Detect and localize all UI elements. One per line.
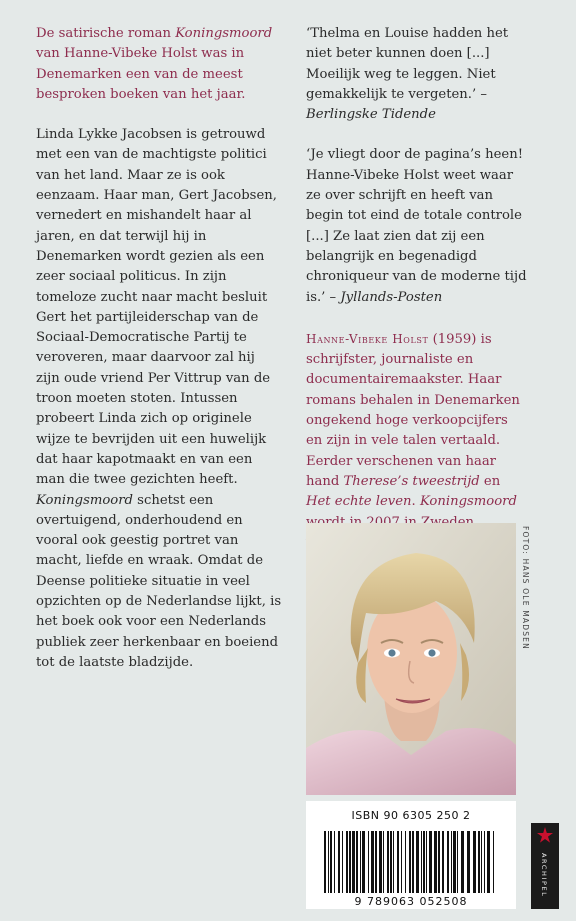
text-run: Linda Lykke Jacobsen is getrouwd met een van de machtigste politici van het land. Maar ze is ook eenzaam. Haar man, Gert Jacobsen, vernedert en mishandelt haar al jaren, en dat terwijl hij in Denemarken wordt gezien als een zeer sociaal politicus. In zijn tomeloze zucht naar macht besluit Gert het partijleiderschap van de Sociaal-Democratische Partij te veroveren, maar daarvoor zal hij zijn oude vriend Per Vittrup van de troon moeten stoten. Intussen probeert Linda zich op originele wijze te bevrijden uit een huwelijk dat haar kapotmaakt en van een man die twee gezichten heeft. bbox=[36, 127, 277, 488]
barcode-bar bbox=[324, 831, 326, 893]
isbn-label: ISBN 90 6305 250 2 bbox=[351, 809, 471, 822]
text-run: De satirische roman bbox=[36, 26, 176, 41]
text-run: ‘Je vliegt door de pagina’s heen! Hanne-Vibeke Holst weet waar ze over schrijft en heeft van begin tot eind de totale controle [...] Ze laat zien dat zij een belangrijk en begenadigd chroniqueur van de moderne tijd is.’ – bbox=[306, 147, 527, 305]
barcode-bar bbox=[383, 831, 384, 893]
barcode-bar bbox=[362, 831, 365, 893]
italic-title: Berlingske Tidende bbox=[306, 107, 436, 123]
barcode-bar bbox=[457, 831, 458, 893]
barcode-bar bbox=[379, 831, 382, 893]
barcode-bar bbox=[442, 831, 444, 893]
barcode-bar bbox=[393, 831, 394, 893]
italic-title: Koningsmoord bbox=[175, 26, 273, 41]
barcode-bar bbox=[346, 831, 348, 893]
author-photo bbox=[306, 523, 516, 795]
star-icon bbox=[531, 823, 559, 849]
synopsis-paragraph bbox=[36, 125, 282, 673]
text-run: ‘Thelma en Louise hadden het niet beter kunnen doen [...] Moeilijk weg te leggen. Niet gemakkelijk te vergeten.’ – bbox=[306, 26, 509, 102]
left-column bbox=[36, 24, 282, 673]
barcode-bar bbox=[461, 831, 464, 893]
text-run: schetst een overtuigend, onderhoudend en vooral ook geestig portret van macht, liefde en wraak. Omdat de Deense politieke situatie in veel opzichten op de Nederlandse lijkt, is het boek ook voor een Nederlands publiek zeer herkenbaar en boeiend tot de laatste bladzijde. bbox=[36, 492, 282, 670]
barcode-bar bbox=[481, 831, 482, 893]
text-run: van Hanne-Vibeke Holst was in Denemarken een van de meest besproken boeken van het jaar. bbox=[36, 46, 246, 102]
barcode-bar bbox=[478, 831, 480, 893]
barcode-bar bbox=[473, 831, 476, 893]
italic-title: Koningsmoord bbox=[419, 494, 517, 510]
barcode-bar bbox=[397, 831, 399, 893]
barcode-panel bbox=[306, 801, 516, 909]
ean-number: 9 789063 052508 bbox=[354, 895, 468, 908]
barcode-bar bbox=[401, 831, 402, 893]
barcode-bar bbox=[451, 831, 452, 893]
italic-title: Jyllands-Posten bbox=[340, 289, 443, 305]
italic-title: Koningsmoord bbox=[36, 492, 133, 508]
barcode-bar bbox=[416, 831, 419, 893]
barcode-bar bbox=[423, 831, 425, 893]
barcode-bar bbox=[352, 831, 355, 893]
barcode-bar bbox=[438, 831, 440, 893]
publisher-logo bbox=[531, 823, 559, 909]
text-run: . bbox=[411, 494, 420, 510]
barcode-bar bbox=[356, 831, 358, 893]
barcode-bar bbox=[349, 831, 351, 893]
text-run: en bbox=[479, 473, 501, 489]
publisher-name: ARCHIPEL bbox=[540, 853, 548, 898]
barcode-bar bbox=[405, 831, 406, 893]
italic-title: Het echte leven bbox=[306, 494, 412, 510]
barcode-bar bbox=[421, 831, 422, 893]
barcode-bar bbox=[375, 831, 377, 893]
barcode-bar bbox=[447, 831, 449, 893]
barcode-bar bbox=[334, 831, 335, 893]
barcode-bar bbox=[426, 831, 427, 893]
intro-paragraph bbox=[36, 24, 282, 105]
author-bio-text bbox=[306, 332, 520, 550]
barcode-bar bbox=[368, 831, 369, 893]
italic-title: Therese’s tweestrijd bbox=[343, 473, 480, 489]
author-name: Hanne-Vibeke Holst bbox=[306, 331, 429, 346]
barcode-bar bbox=[467, 831, 470, 893]
barcode-bar bbox=[371, 831, 374, 893]
barcode-icon bbox=[324, 831, 498, 893]
right-column bbox=[306, 24, 528, 553]
barcode-bar bbox=[453, 831, 456, 893]
barcode-bar bbox=[493, 831, 494, 893]
barcode-bar bbox=[434, 831, 437, 893]
barcode-bar bbox=[328, 831, 329, 893]
text-run: (1959) is schrijfster, journaliste en documentairemaakster. Haar romans behalen in Denemarken ongekend hoge verkoopcijfers en zijn in vele talen vertaald. Eerder verschenen van haar hand bbox=[306, 331, 520, 489]
barcode-bar bbox=[330, 831, 332, 893]
photo-credit: FOTO: HANS OLE MADSEN bbox=[521, 526, 530, 650]
author-bio bbox=[306, 329, 528, 553]
barcode-bar bbox=[360, 831, 361, 893]
review-quote-berlingske bbox=[306, 24, 528, 125]
barcode-bar bbox=[412, 831, 414, 893]
barcode-bar bbox=[484, 831, 485, 893]
barcode-bar bbox=[487, 831, 490, 893]
barcode-bar bbox=[409, 831, 411, 893]
barcode-bar bbox=[342, 831, 343, 893]
barcode-bar bbox=[387, 831, 389, 893]
barcode-bar bbox=[429, 831, 432, 893]
barcode-bar bbox=[390, 831, 392, 893]
review-quote-jyllands bbox=[306, 145, 528, 307]
author-portrait-illustration bbox=[306, 523, 516, 795]
barcode-bar bbox=[338, 831, 340, 893]
